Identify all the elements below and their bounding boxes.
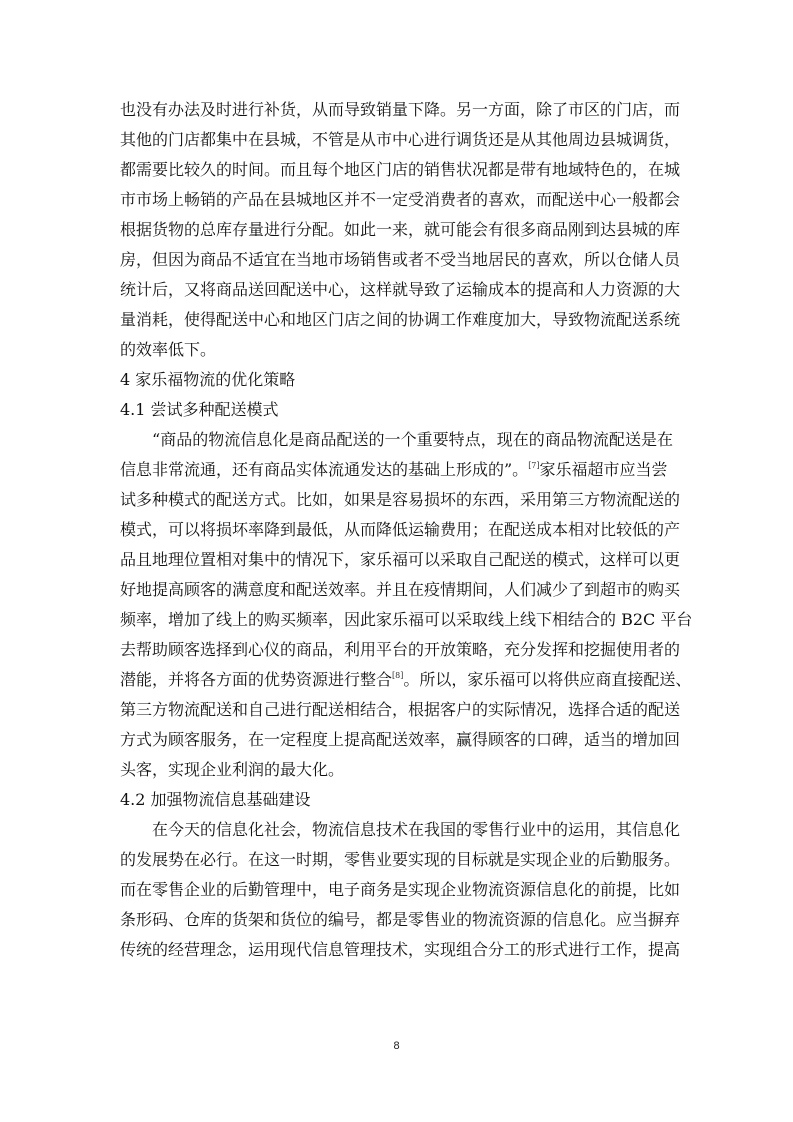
paragraph-line: 品且地理位置相对集中的情况下，家乐福可以采取自己配送的模式，这样可以更: [120, 550, 681, 569]
paragraph-line: 的发展势在必行。在这一时期，零售业要实现的目标就是实现企业的后勤服务。: [120, 850, 681, 869]
paragraph-line: 的效率低下。: [120, 340, 217, 359]
paragraph-line: 模式，可以将损坏率降到最低，从而降低运输费用；在配送成本相对比较低的产: [120, 520, 681, 539]
paragraph-line: 频率，增加了线上的购买频率，因此家乐福可以采取线上线下相结合的 B2C 平台: [120, 610, 693, 629]
paragraph-line: 统计后，又将商品送回配送中心，这样就导致了运输成本的提高和人力资源的大: [120, 280, 681, 299]
paragraph-line: 根据货物的总库存量进行分配。如此一来，就可能会有很多商品刚到达县城的库: [120, 220, 681, 239]
paragraph-line: 而在零售企业的后勤管理中，电子商务是实现企业物流资源信息化的前提，比如: [120, 880, 681, 899]
citation-mark: [8]: [392, 671, 404, 680]
body-text: [120, 95, 693, 965]
subsection-heading: 4.2 加强物流信息基础建设: [120, 790, 311, 809]
citation-text-continued: 。所以，家乐福可以将供应商直接配送、: [403, 670, 692, 689]
paragraph-line: 在今天的信息化社会，物流信息技术在我国的零售行业中的运用，其信息化: [152, 820, 681, 839]
paragraph-line: 量消耗，使得配送中心和地区门店之间的协调工作难度加大，导致物流配送系统: [120, 310, 681, 329]
paragraph-line: 去帮助顾客选择到心仪的商品，利用平台的开放策略，充分发挥和挖掘使用者的: [120, 640, 681, 659]
paragraph-line: 都需要比较久的时间。而且每个地区门店的销售状况都是带有地域特色的，在城: [120, 160, 681, 179]
paragraph-line: 其他的门店都集中在县城，不管是从市中心进行调货还是从其他周边县城调货，: [120, 130, 681, 149]
citation-mark: [7]: [528, 461, 540, 470]
citation-text-continued: 家乐福超市应当尝: [539, 460, 668, 479]
citation-text: 潜能，并将各方面的优势资源进行整合: [120, 670, 393, 689]
paragraph-line: 也没有办法及时进行补货，从而导致销量下降。另一方面，除了市区的门店，而: [120, 100, 681, 119]
paragraph-line: 好地提高顾客的满意度和配送效率。并且在疫情期间，人们减少了到超市的购买: [120, 580, 681, 599]
paragraph-line: 试多种模式的配送方式。比如，如果是容易损坏的东西，采用第三方物流配送的: [120, 490, 681, 509]
page-number: 8: [393, 1040, 400, 1052]
citation-text: 信息非常流通，还有商品实体流通发达的基础上形成的”。: [120, 460, 529, 479]
paragraph-line: “商品的物流信息化是商品配送的一个重要特点，现在的商品物流配送是在: [152, 430, 673, 449]
paragraph-line: 方式为顾客服务，在一定程度上提高配送效率，赢得顾客的口碑，适当的增加回: [120, 730, 681, 749]
paragraph-line: 市市场上畅销的产品在县城地区并不一定受消费者的喜欢，而配送中心一般都会: [120, 190, 681, 209]
section-heading: 4 家乐福物流的优化策略: [120, 370, 296, 389]
paragraph-line: 房，但因为商品不适宜在当地市场销售或者不受当地居民的喜欢，所以仓储人员: [120, 250, 681, 269]
paragraph-line-with-citation: [120, 665, 692, 695]
paragraph-line: 传统的经营理念，运用现代信息管理技术，实现组合分工的形式进行工作，提高: [120, 940, 681, 959]
subsection-heading: 4.1 尝试多种配送模式: [120, 400, 279, 419]
paragraph-line: 条形码、仓库的货架和货位的编号，都是零售业的物流资源的信息化。应当摒弃: [120, 910, 681, 929]
paragraph-line: 头客，实现企业利润的最大化。: [120, 760, 345, 779]
paragraph-line: 第三方物流配送和自己进行配送相结合，根据客户的实际情况，选择合适的配送: [120, 700, 681, 719]
paragraph-line-with-citation: [120, 455, 673, 485]
